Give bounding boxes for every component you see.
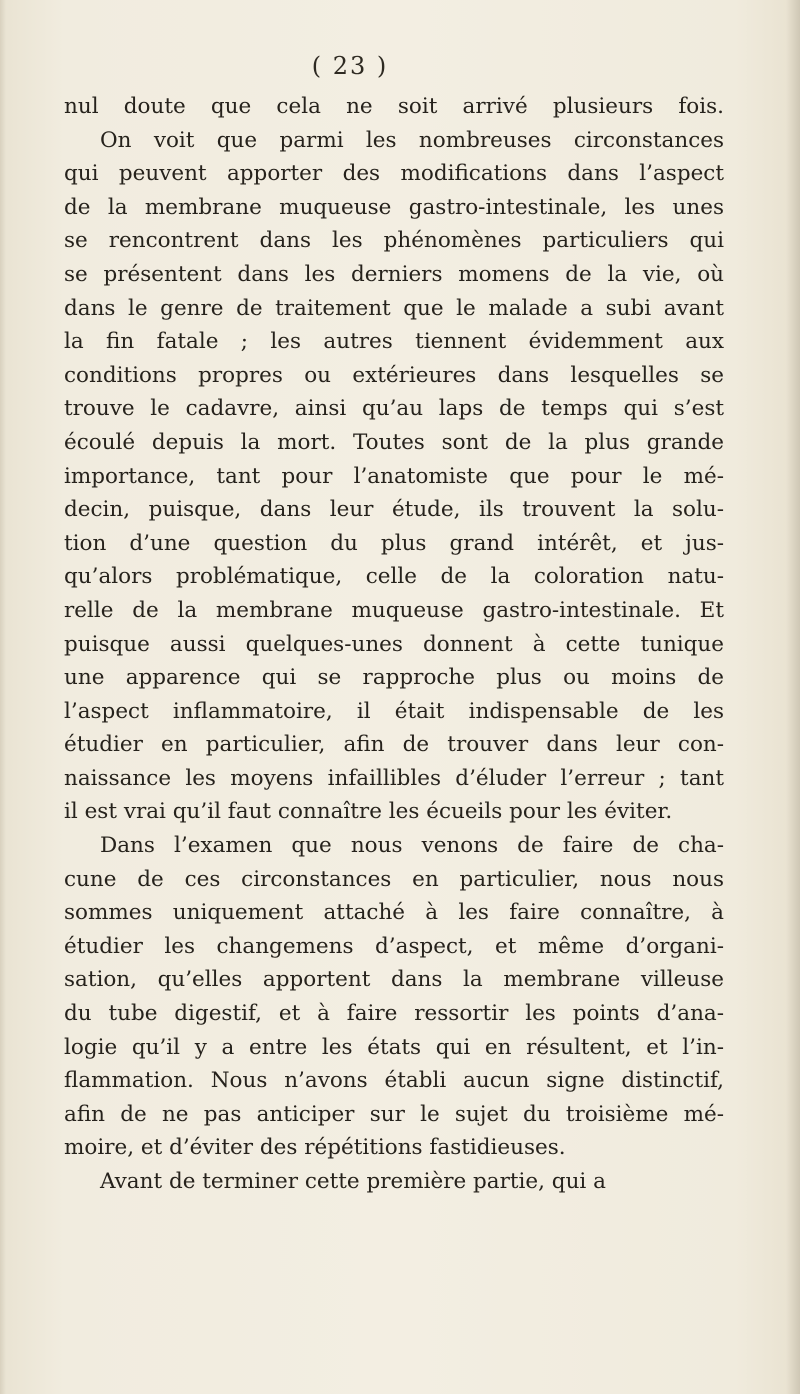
page-binding-shadow bbox=[786, 0, 800, 1394]
text-line: sation, qu’elles apportent dans la membrane villeuse bbox=[64, 967, 724, 993]
text-line: moire, et d’éviter des répétitions fastidieuses. bbox=[64, 1135, 566, 1161]
text-line: naissance les moyens infaillibles d’éluder l’erreur ; tant bbox=[64, 765, 724, 791]
page-number: ( 23 ) bbox=[311, 52, 389, 80]
text-line: l’aspect inflammatoire, il était indispensable de les bbox=[64, 698, 724, 724]
text-line: decin, puisque, dans leur étude, ils trouvent la solu- bbox=[64, 497, 724, 523]
text-line: il est vrai qu’il faut connaître les écueils pour les éviter. bbox=[64, 799, 673, 825]
text-line: trouve le cadavre, ainsi qu’au laps de temps qui s’est bbox=[64, 396, 724, 422]
text-line: tion d’une question du plus grand intérêt, et jus- bbox=[64, 530, 724, 556]
text-line: une apparence qui se rapproche plus ou moins de bbox=[64, 665, 724, 691]
text-line: cune de ces circonstances en particulier, nous nous bbox=[64, 866, 724, 892]
text-line: du tube digestif, et à faire ressortir les points d’ana- bbox=[64, 1001, 724, 1027]
text-line: se présentent dans les derniers momens de la vie, où bbox=[64, 261, 724, 287]
text-line: flammation. Nous n’avons établi aucun signe distinctif, bbox=[64, 1068, 724, 1094]
body-text bbox=[64, 90, 724, 1199]
text-line: de la membrane muqueuse gastro-intestinale, les unes bbox=[64, 194, 724, 220]
page-left-edge bbox=[0, 0, 6, 1394]
text-line: afin de ne pas anticiper sur le sujet du troisième mé- bbox=[64, 1101, 724, 1127]
text-line: puisque aussi quelques-unes donnent à cette tunique bbox=[64, 631, 724, 657]
text-line: écoulé depuis la mort. Toutes sont de la plus grande bbox=[64, 429, 724, 455]
text-line: dans le genre de traitement que le malade a subi avant bbox=[64, 295, 724, 321]
text-line: Avant de terminer cette première partie, qui a bbox=[100, 1169, 606, 1194]
text-line: Dans l’examen que nous venons de faire de cha- bbox=[100, 833, 724, 859]
text-line: sommes uniquement attaché à les faire connaître, à bbox=[64, 900, 724, 926]
text-line: qui peuvent apporter des modifications dans l’aspect bbox=[64, 161, 724, 187]
text-line: nul doute que cela ne soit arrivé plusieurs fois. bbox=[64, 94, 724, 119]
text-line: étudier les changemens d’aspect, et même d’organi- bbox=[64, 933, 724, 959]
text-line: logie qu’il y a entre les états qui en résultent, et l’in- bbox=[64, 1034, 724, 1060]
text-line: qu’alors problématique, celle de la coloration natu- bbox=[64, 564, 724, 590]
text-line: étudier en particulier, afin de trouver dans leur con- bbox=[64, 732, 724, 758]
text-line: la fin fatale ; les autres tiennent évidemment aux bbox=[64, 329, 724, 355]
text-line: relle de la membrane muqueuse gastro-intestinale. Et bbox=[64, 597, 724, 623]
text-line: importance, tant pour l’anatomiste que pour le mé- bbox=[64, 463, 724, 489]
text-line: conditions propres ou extérieures dans lesquelles se bbox=[64, 362, 724, 388]
text-line: On voit que parmi les nombreuses circonstances bbox=[100, 127, 724, 153]
text-line: se rencontrent dans les phénomènes particuliers qui bbox=[64, 228, 724, 254]
